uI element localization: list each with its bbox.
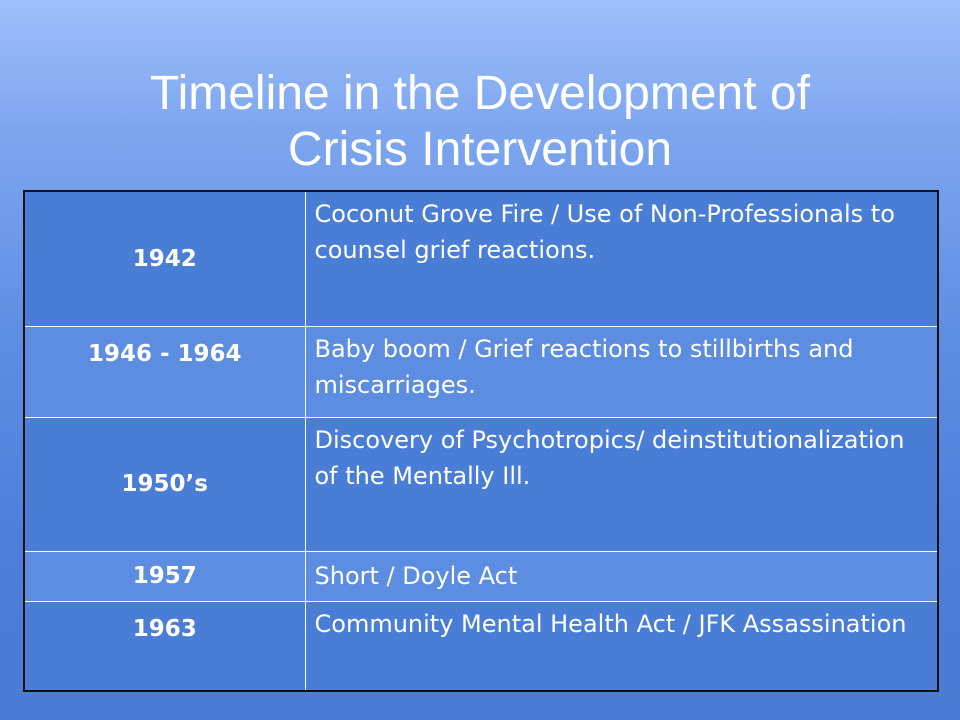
table-row <box>24 326 938 417</box>
table-row <box>24 551 938 601</box>
timeline-table <box>23 190 939 692</box>
slide-title <box>40 66 920 178</box>
year-cell: 1957 <box>24 551 305 601</box>
event-cell: Discovery of Psychotropics/ deinstitutionalization of the Mentally Ill. <box>305 417 938 551</box>
slide-title-line-1: Timeline in the Development of <box>150 67 810 121</box>
event-cell: Baby boom / Grief reactions to stillbirths and miscarriages. <box>305 326 938 417</box>
year-cell: 1963 <box>24 601 305 691</box>
year-cell: 1950’s <box>24 417 305 551</box>
table-row <box>24 417 938 551</box>
event-cell: Short / Doyle Act <box>305 551 938 601</box>
slide-title-line-2: Crisis Intervention <box>287 123 673 177</box>
year-cell: 1946 - 1964 <box>24 326 305 417</box>
year-cell: 1942 <box>24 191 305 326</box>
table-row <box>24 601 938 691</box>
event-cell: Community Mental Health Act / JFK Assassination <box>305 601 938 691</box>
event-cell: Coconut Grove Fire / Use of Non-Professionals to counsel grief reactions. <box>305 191 938 326</box>
table-row <box>24 191 938 326</box>
